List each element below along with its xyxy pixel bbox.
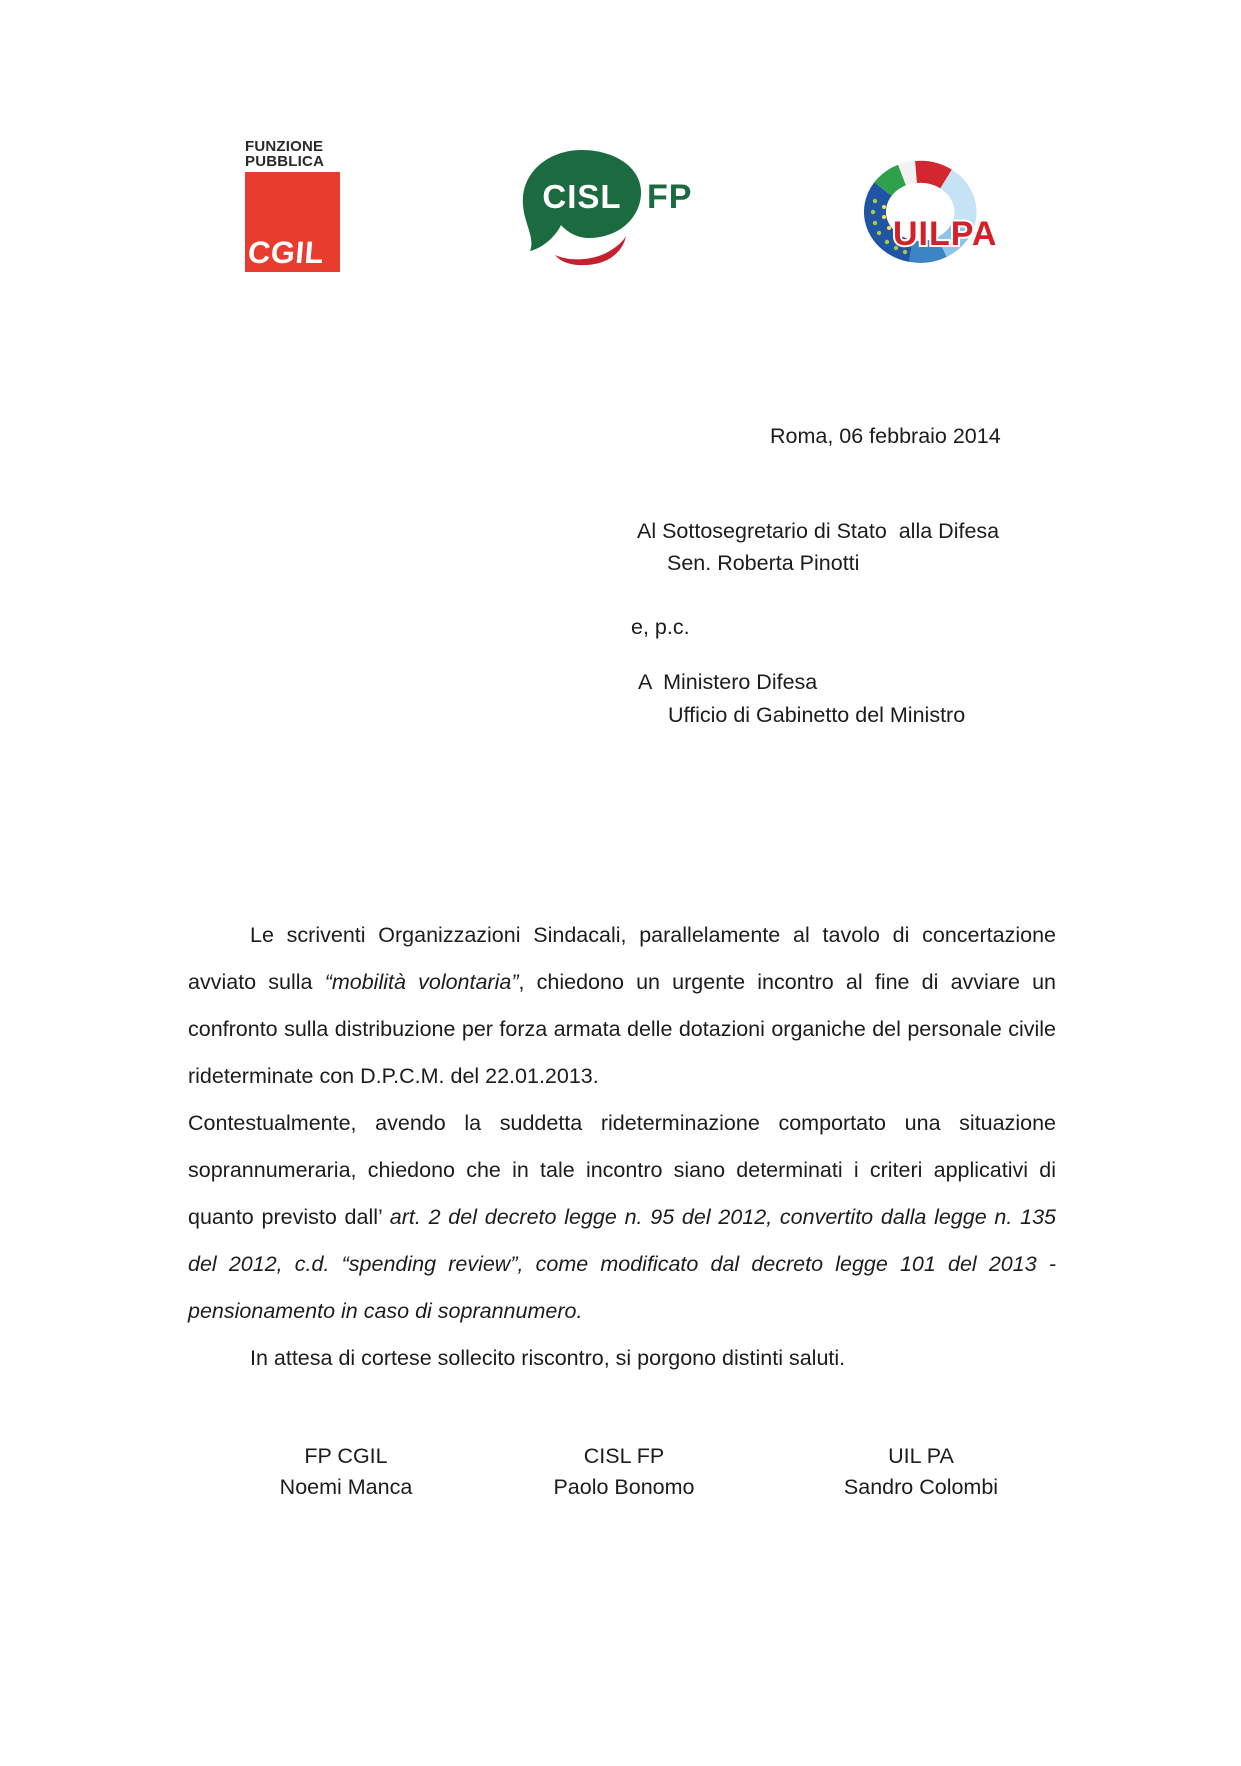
- signature-uil-pa: [771, 1441, 1071, 1503]
- recipient-line-4: Ufficio di Gabinetto del Ministro: [668, 703, 966, 727]
- cisl-wordmark: CISL: [542, 178, 622, 215]
- recipient-line-1: Al Sottosegretario di Stato alla Difesa: [637, 519, 1000, 543]
- letter-body: [188, 912, 1056, 1382]
- date-line: Roma, 06 febbraio 2014: [770, 424, 1001, 448]
- uilpa-ring-red: [916, 172, 946, 179]
- cisl-fp-logo: [516, 148, 701, 273]
- text-run: art. 2 del decreto legge n. 95 del 2012, convertito dalla legge n. 135 del 2012, c.d. “spending review”, come modificato dal decreto legge 101 del 2013 - pensionamento in caso di soprannumero.: [188, 1205, 1056, 1323]
- signature-name: Noemi Manca: [279, 1475, 413, 1499]
- body-paragraph-3: [188, 1335, 1056, 1382]
- cc-label: e, p.c.: [631, 615, 690, 639]
- signature-name: Sandro Colombi: [843, 1475, 999, 1499]
- cgil-funzione-text: FUNZIONE: [245, 138, 324, 155]
- fp-cgil-logo: [245, 139, 340, 272]
- uilpa-ring-white: [902, 172, 916, 175]
- cgil-wordmark: CGIL: [246, 235, 326, 270]
- text-run: , chiedono un urgente incontro al fine di avviare un confronto sulla distribuzione per forza armata delle dotazioni organiche del personale civile rideterminate con D.P.C.M. del 22.01.2013.: [188, 970, 1056, 1088]
- text-run: In attesa di cortese sollecito riscontro, si porgono distinti saluti.: [250, 1346, 846, 1370]
- text-run: Le scriventi Organizzazioni Sindacali, parallelamente al tavolo di concertazione avviato sulla: [188, 923, 1056, 994]
- signature-cisl-fp: [474, 1441, 774, 1503]
- uilpa-logo: [848, 158, 1018, 278]
- body-paragraph-1: [188, 912, 1056, 1100]
- text-run: Contestualmente, avendo la suddetta rideterminazione comportato una situazione soprannumeraria, chiedono che in tale incontro siano determinati i criteri applicativi di quanto previsto dall’: [188, 1111, 1056, 1229]
- signature-fp-cgil: [196, 1441, 496, 1503]
- recipient-line-3: A Ministero Difesa: [638, 670, 818, 694]
- recipient-line-2: Sen. Roberta Pinotti: [667, 551, 860, 575]
- text-run: “mobilità volontaria”: [324, 970, 519, 994]
- signature-name: Paolo Bonomo: [553, 1475, 695, 1499]
- signature-org: CISL FP: [583, 1444, 665, 1468]
- uilpa-ring-green: [883, 175, 902, 189]
- signature-org: UIL PA: [888, 1444, 954, 1468]
- cisl-fp-text: FP: [647, 178, 693, 216]
- cisl-red-swoosh: [555, 236, 626, 265]
- signature-org: FP CGIL: [304, 1444, 388, 1468]
- cgil-red-block: [245, 172, 340, 272]
- body-paragraph-2: [188, 1100, 1056, 1335]
- cgil-funzione-pubblica: [245, 139, 340, 169]
- uilpa-wordmark: UILPA: [893, 215, 998, 253]
- cgil-pubblica-text: PUBBLICA: [245, 153, 325, 170]
